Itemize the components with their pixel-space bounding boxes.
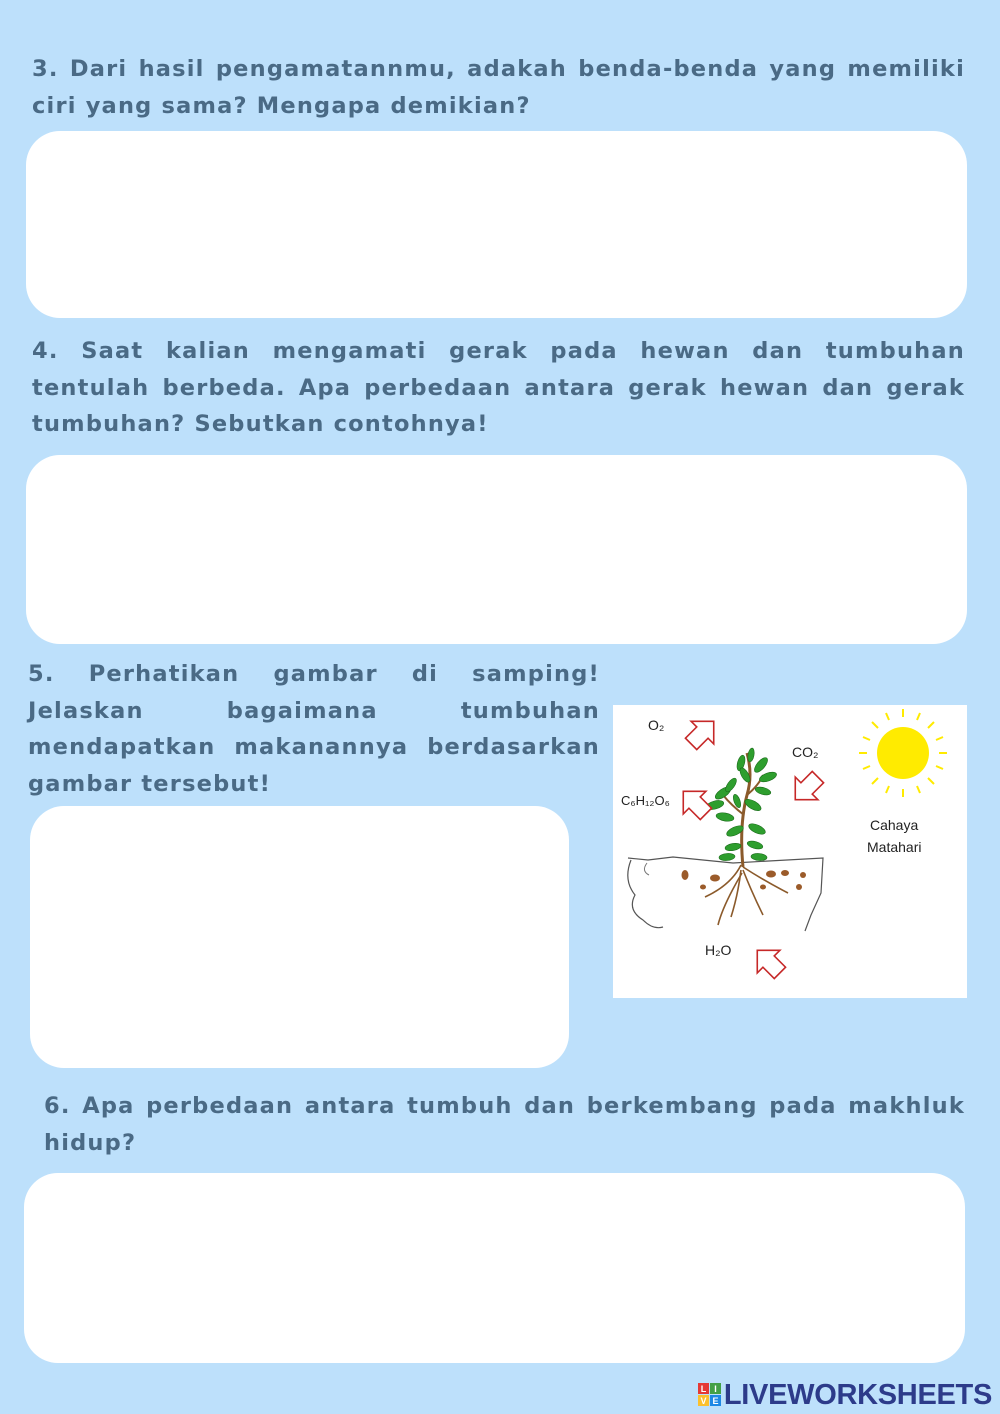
logo-letter-v: V [700, 1396, 707, 1406]
answer-4-field[interactable] [26, 455, 967, 644]
arrow-co2 [784, 766, 829, 811]
photosynthesis-diagram [613, 705, 967, 998]
soil-outline [628, 857, 823, 931]
answer-3-field[interactable] [26, 131, 967, 318]
answer-5-field[interactable] [30, 806, 569, 1068]
label-sun-1: Cahaya [870, 817, 919, 833]
brand-name: LIVEWORKSHEETS [723, 1378, 992, 1411]
logo-letter-l: L [700, 1384, 707, 1394]
logo-letter-i: I [714, 1384, 717, 1394]
question-4-text: 4. Saat kalian mengamati gerak pada hewan dan tumbuhan tentulah berbeda. Apa perbedaan antara gerak hewan dan gerak tumbuhan? Sebutkan contohnya! [32, 338, 965, 437]
label-co2: CO₂ [792, 744, 819, 760]
label-o2: O₂ [648, 717, 665, 733]
logo-letter-e: E [712, 1396, 719, 1406]
label-glucose: C₆H₁₂O₆ [621, 793, 670, 808]
soil-left-edge [628, 860, 663, 928]
question-6-text: 6. Apa perbedaan antara tumbuh dan berkembang pada makhluk hidup? [44, 1093, 965, 1156]
label-sun-2: Matahari [867, 839, 922, 855]
question-3-text: 3. Dari hasil pengamatannmu, adakah benda-benda yang memiliki ciri yang sama? Mengapa demikian? [32, 56, 965, 119]
answer-6-field[interactable] [24, 1173, 965, 1363]
arrow-o2 [680, 710, 725, 755]
liveworksheets-logo[interactable] [698, 1379, 992, 1411]
sun-icon [859, 709, 947, 797]
label-h2o: H₂O [705, 942, 732, 958]
arrow-h2o [746, 939, 791, 984]
question-5-text: 5. Perhatikan gambar di samping! Jelaskan bagaimana tumbuhan mendapatkan makanannya berdasarkan gambar tersebut! [28, 661, 600, 797]
liveworksheets-logo-icon [698, 1383, 722, 1407]
